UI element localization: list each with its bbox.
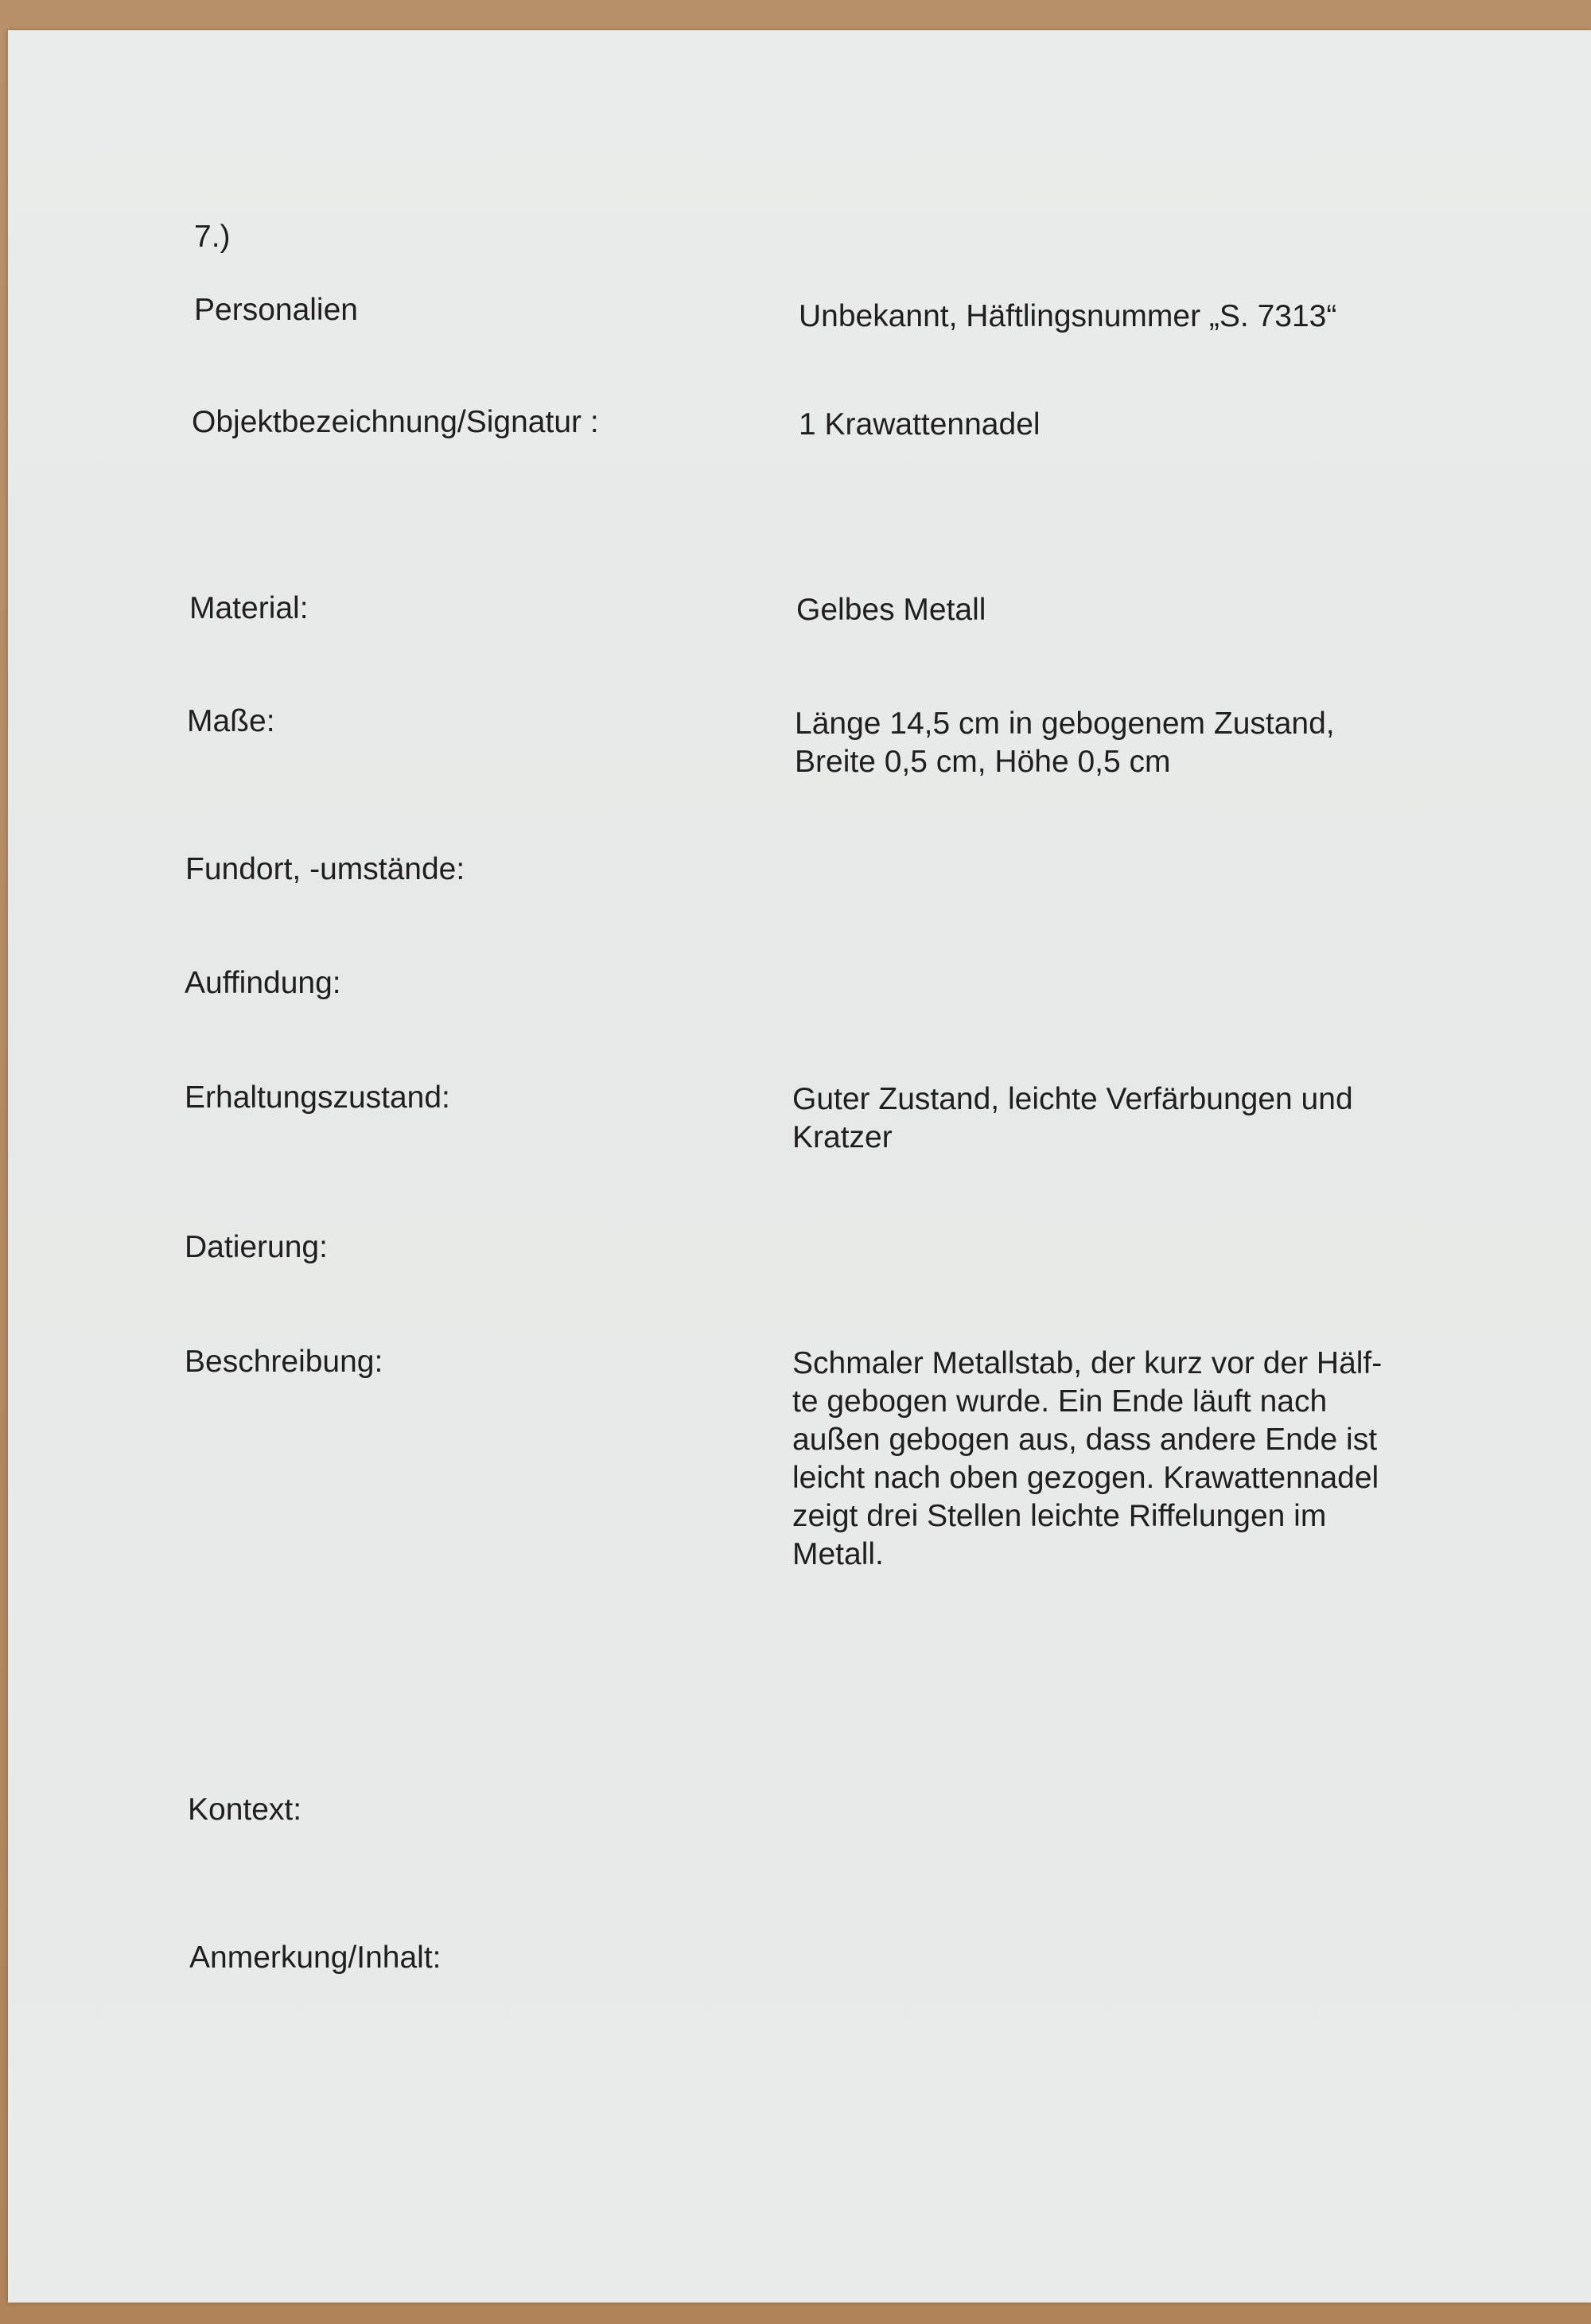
beschreibung-value-line: Metall. [792, 1537, 884, 1571]
beschreibung-value [792, 1345, 1445, 1574]
beschreibung-label: Beschreibung: [185, 1345, 383, 1379]
beschreibung-value-line: außen gebogen aus, dass andere Ende ist [792, 1423, 1378, 1457]
beschreibung-value-line: leicht nach oben gezogen. Krawattennadel [792, 1461, 1379, 1495]
auffindung-label: Auffindung: [185, 966, 341, 1000]
erhaltungszustand-value-line: Guter Zustand, leichte Verfärbungen und [792, 1082, 1353, 1116]
erhaltungszustand-value-line: Kratzer [792, 1120, 893, 1154]
masse-value-line: Länge 14,5 cm in gebogenem Zustand, [795, 707, 1335, 741]
objektbezeichnung-value-line: 1 Krawattennadel [799, 407, 1041, 442]
masse-value-line: Breite 0,5 cm, Höhe 0,5 cm [795, 745, 1171, 779]
objektbezeichnung-label: Objektbezeichnung/Signatur : [192, 405, 599, 439]
anmerkung-label: Anmerkung/Inhalt: [189, 1941, 442, 1975]
material-value [796, 591, 1449, 629]
document-number: 7.) [194, 220, 231, 254]
beschreibung-value-line: Schmaler Metallstab, der kurz vor der Hälf- [792, 1346, 1383, 1380]
beschreibung-value-line: te gebogen wurde. Ein Ende läuft nach [792, 1384, 1328, 1419]
masse-value [795, 705, 1447, 781]
material-label: Material: [189, 591, 309, 625]
beschreibung-value-line: zeigt drei Stellen leichte Riffelungen im [792, 1499, 1327, 1533]
erhaltungszustand-value [792, 1080, 1445, 1157]
personalien-label: Personalien [194, 293, 358, 327]
objektbezeichnung-value [799, 406, 1451, 444]
erhaltungszustand-label: Erhaltungszustand: [185, 1080, 450, 1115]
kontext-label: Kontext: [188, 1793, 302, 1827]
masse-label: Maße: [187, 704, 275, 738]
personalien-value-line: Unbekannt, Häftlingsnummer „S. 7313“ [799, 299, 1337, 333]
fundort-label: Fundort, -umstände: [185, 852, 465, 886]
personalien-value [799, 298, 1451, 336]
material-value-line: Gelbes Metall [796, 593, 986, 627]
datierung-label: Datierung: [185, 1230, 328, 1264]
